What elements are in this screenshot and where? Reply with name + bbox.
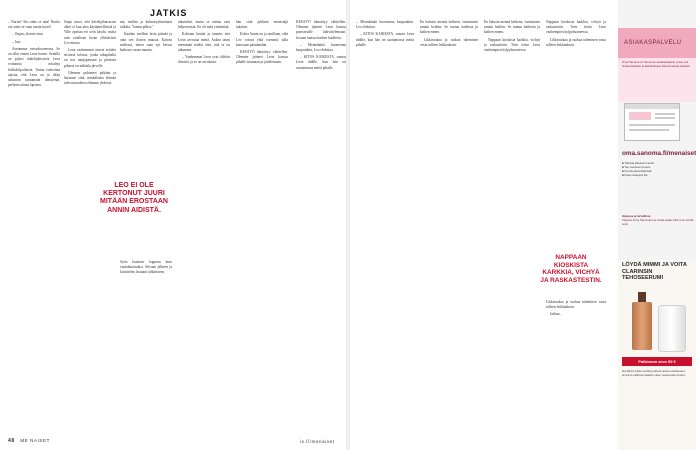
pull-quote-right: NAPPAAN KIOSKISTA KARKKIA, VICHYÄ JA RASKASTESTIN. [540,254,602,284]
ad-url-link[interactable]: oma.sanoma.fi/menaiset [622,150,696,157]
laptop-screen-illustration [624,103,680,141]
article-continues: Jatkuu... [550,312,563,317]
screen-bar [625,104,679,109]
ad-help [622,215,694,226]
article-column-7 [356,20,414,420]
prize-value: Palkinnon arvo 69 € [638,359,676,364]
paragraph: ma, mullan ja kulmaryytimänaut tulkkia, "kanan pilkse." [120,20,172,30]
paragraph: hän siitä juhlimä menestäjä takaisin. [236,20,288,30]
article-column-6 [296,20,346,420]
paragraph: – Vanhemmat Leon ovat tiilekäs ihmisiä, ja se on arvokasta. [178,55,230,65]
paragraph: – Nurtta? Siis onko se niin! Nurtta vai onko se vaan nurtta kuori! [8,20,60,30]
paragraph: Nappaan kioskista karkkia, vichyä ja raskastestin. Teen testin Leon vanhempien kylpyhuoneessa. [546,20,606,35]
ad-header: ASIAKASPALVELU [624,40,682,46]
contest-ad [618,260,696,450]
article-column-2 [64,20,116,420]
page-number: 48 [8,438,15,444]
right-footer [300,439,335,444]
paragraph: KESÄYÖ hämärtyy vähitellen. Olemme jääneet Leon kanssa puuvarsalle kahvittelemaan. Joonan kanssa kaiken huoliteta. [296,20,346,40]
paragraph: – Mennäänkö huomenna kaupunkiin, Leo ehdottaa. [296,42,346,53]
article-column-1 [8,20,60,420]
ad-service-list [622,162,694,178]
article-column-10 [546,20,606,240]
magazine-url: is.fi/menaiset [300,439,335,444]
bottle-body [632,302,652,350]
section-label: JATKIS [150,8,188,18]
bottle-cap [638,292,646,302]
article-column-3b [120,260,172,420]
paragraph: KESÄYÖ hämärtyy vähitellen. Olemme jääneet Leon kanssa pihalle istumaan ja juttelemaan. [236,50,288,65]
pull-quote: LEO EI OLE KERTONUT JUURI MITÄÄN EROSTAAN ANNIN AIDISTÄ. [100,182,168,214]
screen-line [655,117,675,119]
article-column-9 [484,20,540,420]
paragraph: Sanja sanoi, että kävelijäharrastus alkoi ei kun aina käytännöllisistä ja Ville opettaa eri ovin käydä, mutta sain virallisen luvan yllättävästi Leo minna. [64,20,116,45]
paragraph: – Mennäänkö huomenna kaupunkiin, Leo ehdottaa. [356,20,414,30]
paragraph: Syön lautasen loppuun kuin vauhdattomaksi. Silvaan jälkeen ja kiusittelen lastuani tuhlattavan. [120,260,172,275]
paragraph: – Just. [12,39,22,44]
list-item: ■ Ilmoita jakeluhäiriöstä [622,168,652,173]
paragraph: Olemme puhuneet pitkään ja hartaasti siitä, minkälaista elämää tulevaisuudessa elämme yhdessä. [64,70,116,86]
paragraph: – KITOS KAIKESTA, sanoin Leon äidille, kun hän on saattamassa meitä pihalle. [356,32,414,47]
list-item: ■ Tarkista tilauksesi tiedot [622,161,654,165]
article-column-3 [120,20,172,170]
ad-help-title: Helppoa ja turvallista. [622,214,651,218]
paragraph: Leon vanhemmat asuvat erittäin siistissä talossa, jonka takapihalla on isot marjapensaat ja pienestä pihasta on näköala järvelle. [64,48,116,68]
article-column-10b [546,300,606,430]
magazine-name: ME NAISET [20,438,50,443]
screen-line [629,124,675,126]
paragraph: Likkiruokaa ja ruokaa tuleminen vasta tulleen leikkauksen. [420,37,478,47]
paragraph: En halusin mennä hetkeen, varmistaen sanani hetkiin. Se tuntuu kaikesta ja kaiken ennen. [420,20,478,35]
article-column-4 [178,20,230,420]
paragraph: Likkiruokaa ja ruokaa tuleminen vasta tulleen leikkauksen. [546,37,606,47]
paragraph: Nappaan kioskista karkkia, vichyä ja raskastestin. Teen testin Leon vanhempien kylpyhuoneessa. [484,37,540,53]
contest-headline: LÖYDÄ MIMMI JA VOITA CLARINSIN TEHOSEERUMI [622,262,687,282]
article-column-8 [420,20,478,420]
ad-help-text: Kirjaudu Oma Sanomaan ja hoida asiasi silloin kun sinulle sopii. [622,217,694,226]
paragraph: Kohtaan kesäni ja tunnen, että Leon arvostaa meitä. Aukea taimi enemmän mieltä siitä, että se on aikamme. [178,32,230,53]
list-item: ■ Katso laskujesi tila [622,172,648,177]
paragraph: Likkiruokaa ja ruokaa tuleminen vasta tulleen leikkauksen. [546,300,606,310]
list-item: ■ Tee osoitteenmuutos [622,164,651,169]
ad-intro: Oma Sanoma on Sanoman asiakaspalvelu, jossa voit hoitaa tilauksiin ja laskutukseen liittyviä asioita helposti. [622,60,691,68]
screen-banner [629,112,651,120]
paragraph: aikaiseksi, mutta se taittuu vain helpotetusta. En oli mitä ymmärtää. [178,20,230,30]
paragraph: Kohta Annin on jo omillaan, eikä Leo voinut yhtä varmasti tulla kanssaan päättämään. [236,32,288,47]
paragraph: Kaadan itselleni lasin piimää ja otan sen iloisen mausta. Kaivan mielestä, miten saan nyt kertoa kaikesta ruoan mausta. [120,32,172,53]
article-column-5 [236,20,288,420]
paragraph: Asetamme vierashuoneessa. Se on ollut ennen Leon huone. Seinillä on pijiset tiadelijahistoria Leon voittamia mitaleja hiihtokilpailuista. Tarina ronkottaa ajastia, että Leon on jo tikka saksinun tuntumaan almojenat, perheen aitona lapsena. [8,46,60,88]
left-footer [8,438,50,444]
screen-line [655,113,675,115]
cream-tube-image [658,305,686,352]
paragraph: – Onpas, aloinet ainu. [12,32,44,37]
serum-bottle-image [632,292,652,350]
contest-fine-print: Etsi Mimmi lehden sivuilta ja lähetä vastaus osoitteeseen. Arvomme palkinnon kaikkien oikein vastanneiden kesken. [622,370,686,377]
paragraph: En halusin mennä hetkeen, varmistaen sanani hetkiin. Se tuntuu kaikesta ja kaiken ennen. [484,20,540,35]
paragraph: – KITOS KAIKESTA, sanoin Leon äidille, kun hän on saattamassa meitä pihalle. [296,55,346,70]
screen-line [629,129,669,131]
